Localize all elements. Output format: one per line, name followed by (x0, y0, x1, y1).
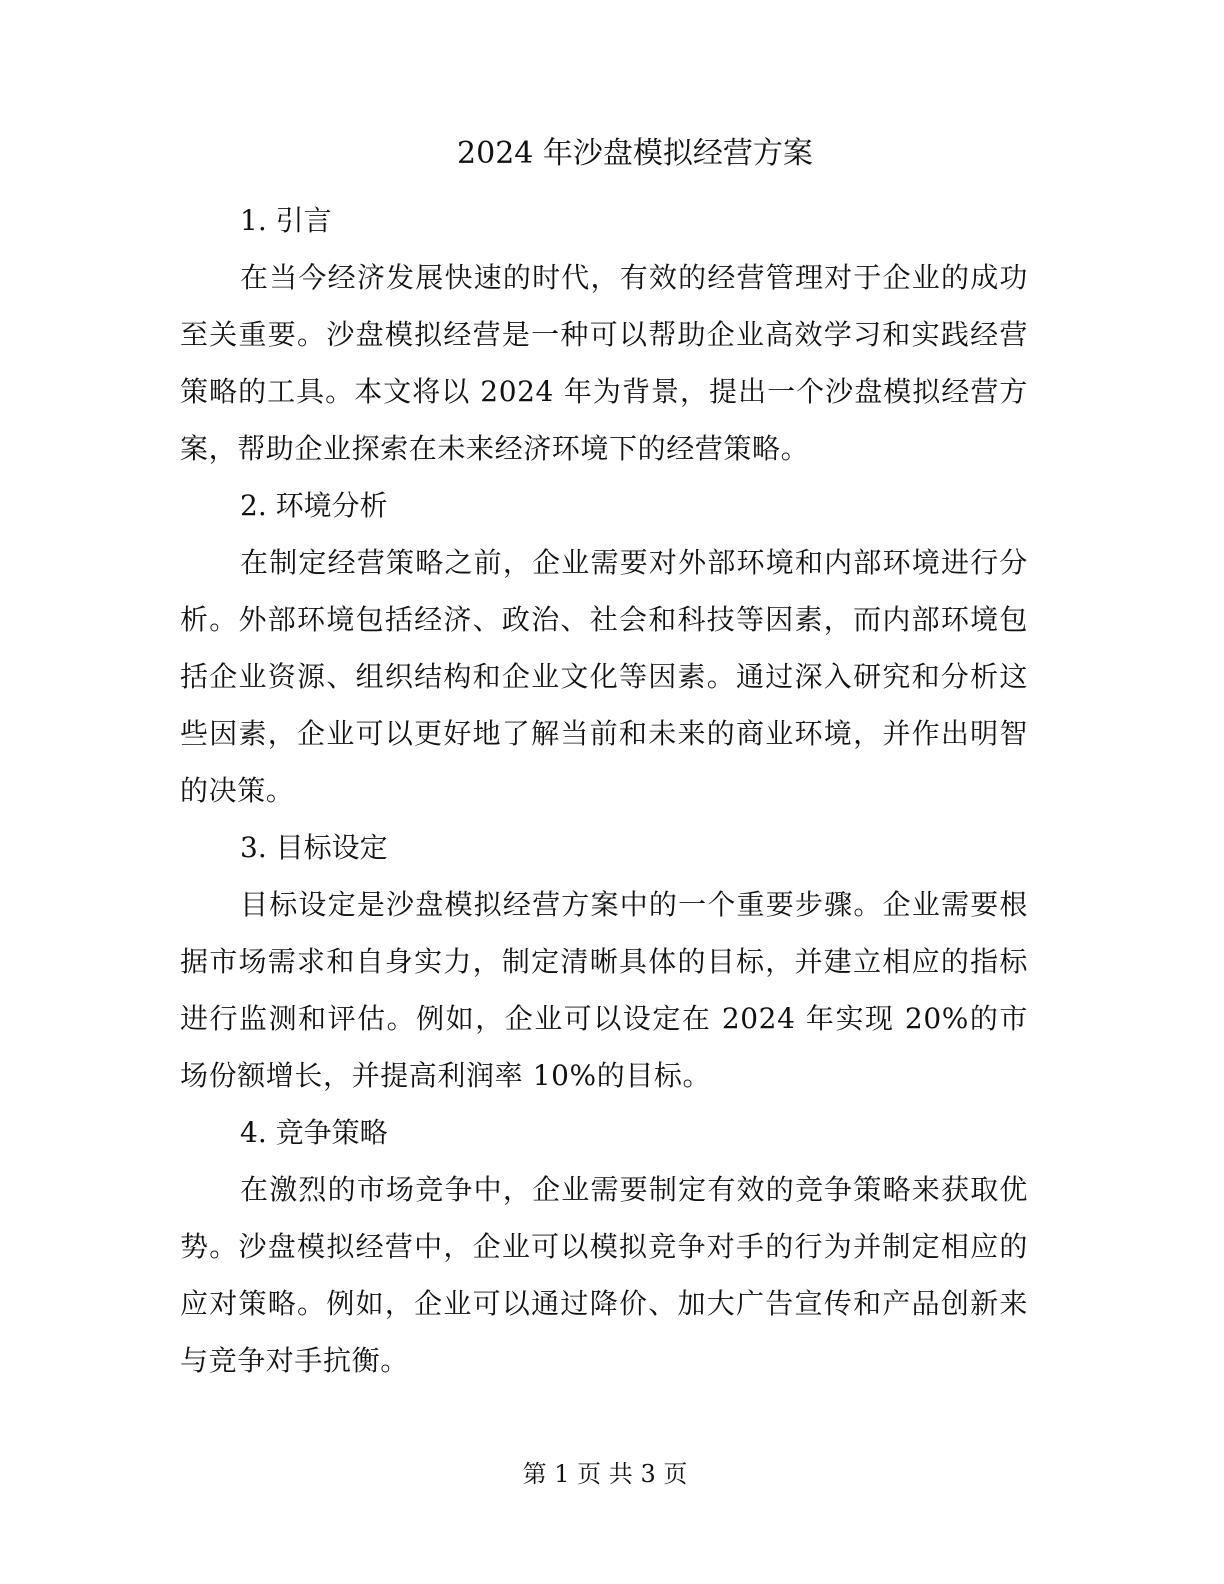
page-footer: 第 1 页 共 3 页 (522, 1460, 688, 1488)
section-heading-competition: 4. 竞争策略 (240, 1116, 388, 1149)
section-paragraph-goals: 目标设定是沙盘模拟经营方案中的一个重要步骤。企业需要根据市场需求和自身实力，制定清晰具体的目标，并建立相应的指标进行监测和评估。例如，企业可以设定在 2024 年实现 20%的市场份额增长，并提高利润率 10%的目标。 (180, 888, 1028, 1092)
document-body (180, 192, 1028, 1389)
section-heading-environment: 2. 环境分析 (240, 489, 388, 522)
section-heading-goals: 3. 目标设定 (240, 831, 388, 864)
section-heading-intro: 1. 引言 (240, 204, 332, 237)
section-paragraph-competition: 在激烈的市场竞争中，企业需要制定有效的竞争策略来获取优势。沙盘模拟经营中，企业可以模拟竞争对手的行为并制定相应的应对策略。例如，企业可以通过降价、加大广告宣传和产品创新来与竞争对手抗衡。 (180, 1173, 1028, 1377)
section-paragraph-intro: 在当今经济发展快速的时代，有效的经营管理对于企业的成功至关重要。沙盘模拟经营是一种可以帮助企业高效学习和实践经营策略的工具。本文将以 2024 年为背景，提出一个沙盘模拟经营方案，帮助企业探索在未来经济环境下的经营策略。 (180, 261, 1028, 465)
document-title: 2024 年沙盘模拟经营方案 (457, 136, 813, 171)
section-paragraph-environment: 在制定经营策略之前，企业需要对外部环境和内部环境进行分析。外部环境包括经济、政治、社会和科技等因素，而内部环境包括企业资源、组织结构和企业文化等因素。通过深入研究和分析这些因素，企业可以更好地了解当前和未来的商业环境，并作出明智的决策。 (180, 546, 1028, 807)
